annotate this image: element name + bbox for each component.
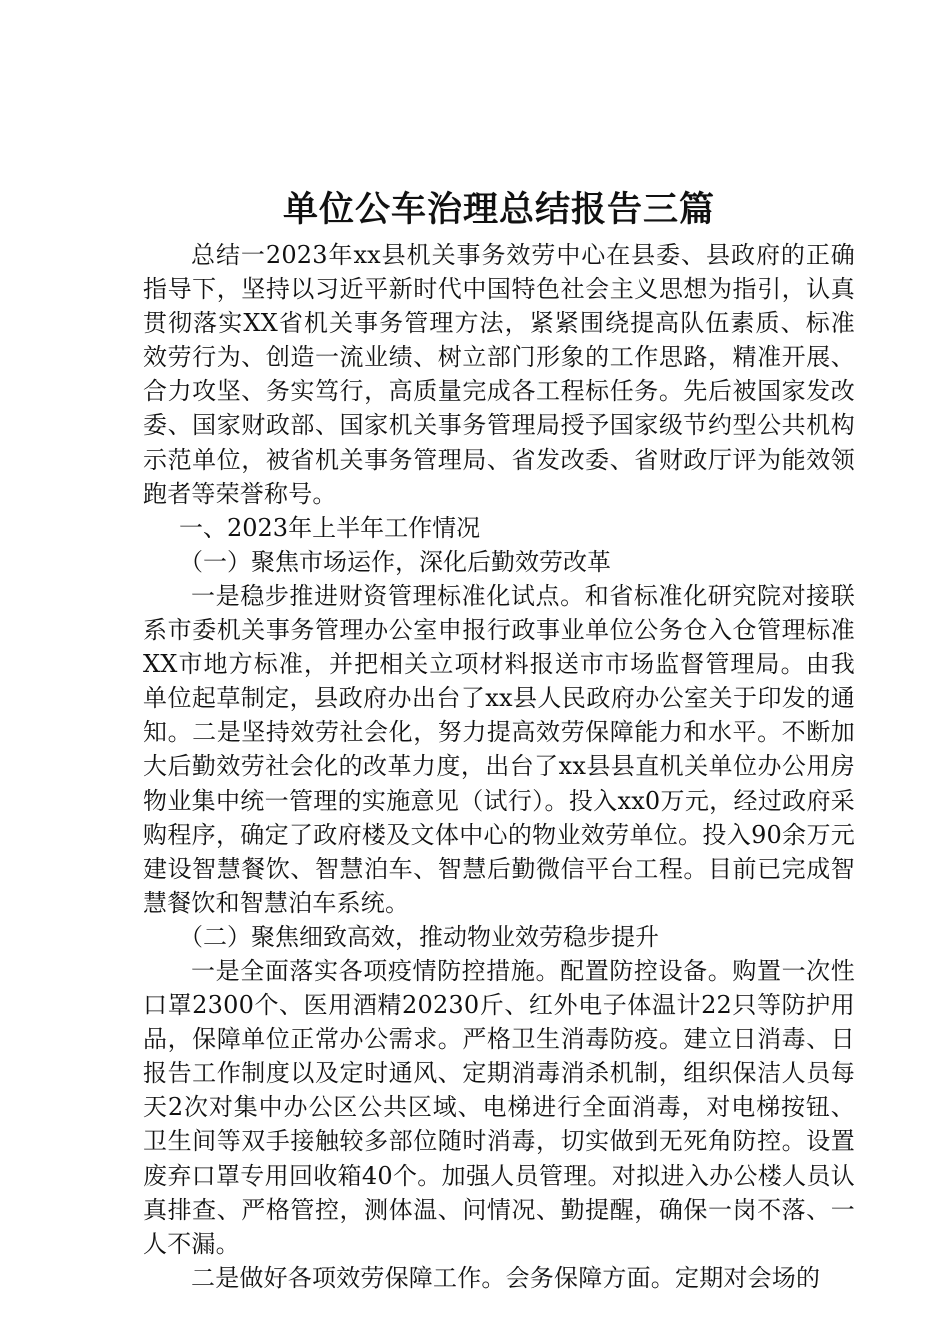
subsection-heading-1: （一）聚焦市场运作，深化后勤效劳改革 bbox=[179, 547, 611, 576]
intro-paragraph: 总结一2023年xx县机关事务效劳中心在县委、县政府的正确指导下，坚持以习近平新时代中国特色社会主义思想为指引，认真贯彻落实XX省机关事务管理方法，紧紧围绕提高队伍素质、标准效劳行为、创造一流业绩、树立部门形象的工作思路，精准开展、合力攻坚、务实笃行，高质量完成各工程标任务。先后被国家发改委、国家财政部、国家机关事务管理局授予国家级节约型公共机构示范单位，被省机关事务管理局、省发改委、省财政厅评为能效领跑者等荣誉称号。 bbox=[143, 241, 855, 508]
subsection-heading-2: （二）聚焦细致高效，推动物业效劳稳步提升 bbox=[179, 922, 659, 951]
document-page bbox=[143, 188, 855, 1295]
document-title: 单位公车治理总结报告三篇 bbox=[282, 189, 715, 230]
subsection-2-paragraph-1: 一是全面落实各项疫情防控措施。配置防控设备。购置一次性口罩2300个、医用酒精20230斤、红外电子体温计22只等防护用品，保障单位正常办公需求。严格卫生消毒防疫。建立日消毒、日报告工作制度以及定时通风、定期消毒消杀机制，组织保洁人员每天2次对集中办公区公共区域、电梯进行全面消毒，对电梯按钮、卫生间等双手接触较多部位随时消毒，切实做到无死角防控。设置废弃口罩专用回收箱40个。加强人员管理。对拟进入办公楼人员认真排查、严格管控，测体温、问情况、勤提醒，确保一岗不落、一人不漏。 bbox=[143, 956, 855, 1258]
subsection-2-paragraph-2: 二是做好各项效劳保障工作。会务保障方面。定期对会场的 bbox=[191, 1263, 821, 1292]
section-heading: 一、2023年上半年工作情况 bbox=[179, 513, 481, 542]
subsection-1-paragraph: 一是稳步推进财资管理标准化试点。和省标准化研究院对接联系市委机关事务管理办公室申报行政事业单位公务仓入仓管理标准XX市地方标准，并把相关立项材料报送市市场监督管理局。由我单位起草制定，县政府办出台了xx县人民政府办公室关于印发的通知。二是坚持效劳社会化，努力提高效劳保障能力和水平。不断加大后勤效劳社会化的改革力度，出台了xx县县直机关单位办公用房物业集中统一管理的实施意见（试行）。投入xx0万元，经过政府采购程序，确定了政府楼及文体中心的物业效劳单位。投入90余万元建设智慧餐饮、智慧泊车、智慧后勤微信平台工程。目前已完成智慧餐饮和智慧泊车系统。 bbox=[143, 581, 855, 917]
